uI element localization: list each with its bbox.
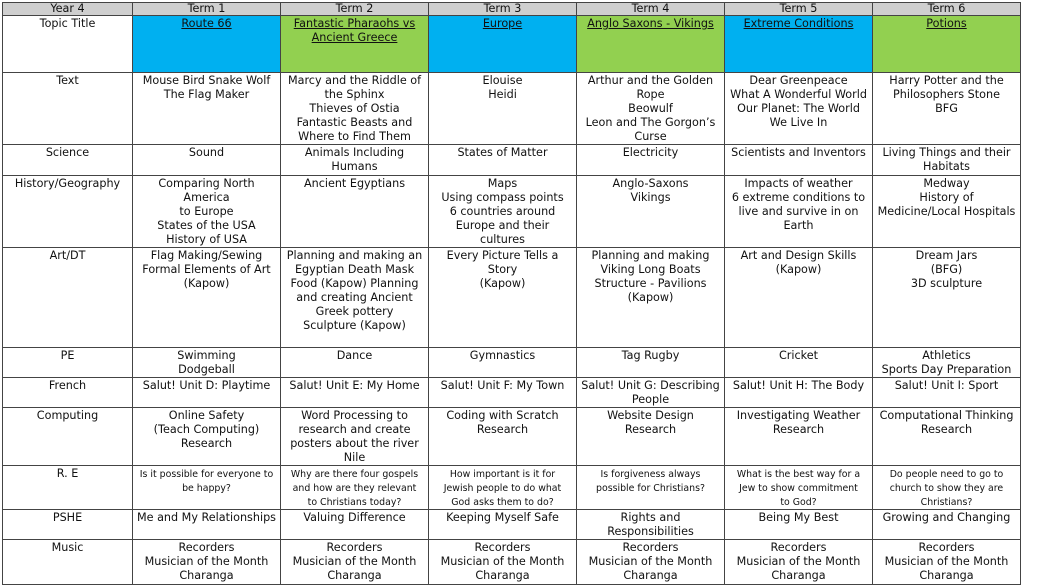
cell-text: Elouise: [482, 74, 523, 87]
cell-text: Salut! Unit I: Sport: [894, 379, 999, 392]
cell-text: Planning and making an: [286, 249, 423, 262]
cell-text: Athletics: [922, 349, 971, 362]
table-row-science: [3, 145, 1021, 176]
cell-text: Charanga: [179, 569, 234, 583]
table-row-r-e: [3, 466, 1021, 510]
table-cell: [577, 176, 725, 248]
table-cell: [873, 348, 1021, 378]
table-cell: [133, 408, 281, 466]
cell-text: Dear Greenpeace: [749, 74, 848, 87]
cell-text: church to show they are: [889, 482, 1004, 494]
table-cell: [725, 510, 873, 540]
cell-text: Research: [920, 423, 973, 436]
cell-text: (Kapow): [775, 263, 822, 276]
cell-text: What A Wonderful World: [730, 88, 867, 101]
cell-text: Musician of the Month: [292, 555, 417, 569]
cell-text: to God?: [780, 496, 817, 508]
table-cell: [873, 73, 1021, 145]
row-label: Science: [3, 145, 133, 176]
cell-text: Fantastic Beasts and: [296, 116, 413, 129]
table-cell: [133, 145, 281, 176]
table-cell: [429, 466, 577, 510]
table-cell: [577, 378, 725, 408]
cell-text: 3D sculpture: [910, 277, 983, 290]
cell-text: Charanga: [475, 569, 530, 583]
table-cell: [133, 348, 281, 378]
cell-text: Dodgeball: [178, 363, 235, 376]
table-cell: [873, 408, 1021, 466]
table-cell: [281, 510, 429, 540]
topic-title: Fantastic Pharaohs vs: [293, 17, 416, 30]
cell-text: Research: [772, 423, 825, 436]
table-cell: [429, 248, 577, 348]
table-cell: [577, 348, 725, 378]
cell-text: Charanga: [919, 569, 974, 583]
cell-text: Leon and The Gorgon’s: [585, 116, 716, 129]
table-cell: [133, 540, 281, 585]
cell-text: be happy?: [182, 482, 231, 494]
cell-text: Comparing North America: [158, 177, 255, 204]
cell-text: God asks them to do?: [451, 496, 554, 508]
cell-text: Medway: [923, 177, 970, 190]
table-cell: [429, 176, 577, 248]
cell-text: Salut! Unit H: The Body: [732, 379, 865, 392]
cell-text: Earth: [783, 219, 814, 232]
cell-text: Arthur and the Golden: [587, 74, 714, 87]
cell-text: Habitats: [923, 160, 970, 173]
cell-text: History of USA: [166, 233, 247, 246]
table-cell: [281, 540, 429, 585]
cell-text: Online Safety: [168, 409, 245, 422]
table-cell: [725, 348, 873, 378]
cell-text: Story: [487, 263, 518, 276]
table-cell: [577, 540, 725, 585]
row-label: Music: [3, 540, 133, 585]
table-cell: [133, 73, 281, 145]
row-label: R. E: [3, 466, 133, 510]
cell-text: Jew to show commitment: [739, 482, 858, 494]
cell-text: Rights and: [620, 511, 681, 525]
table-cell: [281, 466, 429, 510]
cell-text: Salut! Unit D: Playtime: [142, 379, 271, 392]
table-cell: [281, 348, 429, 378]
cell-text: Mouse Bird Snake Wolf: [142, 74, 271, 87]
cell-text: Every Picture Tells a: [446, 249, 559, 262]
cell-text: and creating Ancient: [296, 291, 413, 304]
cell-text: History of: [919, 191, 974, 204]
cell-text: posters about the river: [290, 437, 419, 450]
row-label: History/Geography: [3, 176, 133, 248]
cell-text: Philosophers Stone: [893, 88, 1000, 101]
cell-text: (Kapow): [183, 277, 230, 290]
cell-text: Jewish people to do what: [443, 482, 562, 494]
table-cell: [133, 176, 281, 248]
table-cell: [873, 378, 1021, 408]
term-header: Term 1: [133, 3, 281, 16]
curriculum-table: [2, 2, 1021, 585]
cell-text: Coding with Scratch: [446, 409, 559, 422]
header-row: [3, 3, 1021, 16]
cell-text: Being My Best: [758, 511, 839, 525]
cell-text: Animals Including: [304, 146, 405, 159]
topic-title: Europe: [482, 17, 523, 30]
cell-text: Recorders: [918, 541, 975, 555]
table-row-pshe: [3, 510, 1021, 540]
cell-text: Harry Potter and the: [889, 74, 1004, 87]
cell-text: possible for Christians?: [596, 482, 705, 494]
cell-text: Marcy and the Riddle of: [287, 74, 422, 87]
cell-text: (Teach Computing): [153, 423, 260, 436]
cell-text: Humans: [331, 160, 378, 173]
table-cell: [725, 248, 873, 348]
cell-text: Musician of the Month: [440, 555, 565, 569]
table-cell: [429, 145, 577, 176]
topic-cell: [577, 16, 725, 73]
cell-text: Living Things and their: [882, 146, 1011, 159]
cell-text: Anglo-Saxons: [612, 177, 689, 190]
cell-text: Planning and making: [591, 249, 710, 262]
cell-text: Thieves of Ostia: [309, 102, 400, 115]
table-row-computing: [3, 408, 1021, 466]
cell-text: Europe and their: [455, 219, 550, 232]
cell-text: Where to Find Them: [298, 130, 411, 143]
table-cell: [429, 540, 577, 585]
table-row-music: [3, 540, 1021, 585]
cell-text: Charanga: [623, 569, 678, 583]
row-label: PE: [3, 348, 133, 378]
table-cell: [133, 248, 281, 348]
cell-text: Nile: [343, 451, 366, 464]
table-cell: [281, 248, 429, 348]
cell-text: Why are there four gospels: [290, 469, 419, 480]
cell-text: Medicine/Local Hospitals: [877, 205, 1016, 218]
cell-text: Curse: [634, 130, 667, 143]
cell-text: Recorders: [622, 541, 679, 555]
table-cell: [281, 145, 429, 176]
cell-text: live and survive in on: [738, 205, 859, 218]
cell-text: Research: [476, 423, 529, 436]
table-cell: [429, 510, 577, 540]
cell-text: Is it possible for everyone to: [139, 469, 274, 480]
cell-text: to Christians today?: [307, 496, 402, 508]
cell-text: Electricity: [622, 146, 679, 159]
table-cell: [429, 408, 577, 466]
topic-title: Route 66: [181, 17, 232, 30]
cell-text: We Live In: [769, 116, 828, 129]
cell-text: Musician of the Month: [144, 555, 269, 569]
cell-text: Formal Elements of Art: [142, 263, 271, 276]
cell-text: Responsibilities: [607, 525, 694, 539]
topic-cell: [873, 16, 1021, 73]
table-cell: [873, 176, 1021, 248]
cell-text: (BFG): [930, 263, 963, 276]
cell-text: Musician of the Month: [588, 555, 713, 569]
table-cell: [725, 378, 873, 408]
row-label: Text: [3, 73, 133, 145]
cell-text: Research: [624, 423, 677, 436]
cell-text: Website Design: [607, 409, 694, 422]
cell-text: Salut! Unit F: My Town: [440, 379, 565, 392]
topic-cell: [133, 16, 281, 73]
table-cell: [873, 145, 1021, 176]
table-row-art-dt: [3, 248, 1021, 348]
year-header: Year 4: [3, 3, 133, 16]
table-cell: [429, 73, 577, 145]
cell-text: Sports Day Preparation: [881, 363, 1012, 376]
cell-text: 6 extreme conditions to: [731, 191, 866, 204]
table-row-history-geography: [3, 176, 1021, 248]
cell-text: People: [631, 393, 670, 406]
cell-text: Dance: [336, 349, 373, 362]
cell-text: Heidi: [488, 88, 517, 101]
table-cell: [873, 248, 1021, 348]
table-cell: [725, 73, 873, 145]
cell-text: Musician of the Month: [884, 555, 1009, 569]
cell-text: Charanga: [327, 569, 382, 583]
topic-cell: [281, 16, 429, 73]
topic-title: Ancient Greece: [311, 31, 398, 44]
table-cell: [429, 378, 577, 408]
cell-text: Recorders: [770, 541, 827, 555]
cell-text: Charanga: [771, 569, 826, 583]
topic-title: Potions: [926, 17, 967, 30]
cell-text: Art and Design Skills: [740, 249, 857, 262]
cell-text: Investigating Weather: [736, 409, 861, 422]
cell-text: (Kapow): [627, 291, 674, 304]
table-cell: [577, 145, 725, 176]
cell-text: and how are they relevant: [292, 482, 417, 494]
cell-text: Ancient Egyptians: [303, 177, 406, 190]
table-row-french: [3, 378, 1021, 408]
cell-text: Gymnastics: [469, 349, 536, 362]
cell-text: Valuing Difference: [303, 511, 406, 525]
cell-text: Word Processing to: [301, 409, 408, 422]
cell-text: Egyptian Death Mask: [294, 263, 415, 276]
cell-text: The Flag Maker: [163, 88, 250, 101]
cell-text: Tag Rugby: [621, 349, 680, 362]
term-header: Term 4: [577, 3, 725, 16]
cell-text: Research: [180, 437, 233, 450]
table-row-pe: [3, 348, 1021, 378]
cell-text: Scientists and Inventors: [731, 146, 866, 159]
cell-text: Musician of the Month: [736, 555, 861, 569]
cell-text: Structure - Pavilions: [594, 277, 707, 290]
cell-text: research and create: [298, 423, 411, 436]
cell-text: Greek pottery: [315, 305, 394, 318]
cell-text: Christians?: [920, 496, 973, 508]
cell-text: Impacts of weather: [744, 177, 853, 190]
cell-text: Using compass points: [441, 191, 564, 204]
cell-text: Rope: [636, 88, 665, 101]
table-cell: [873, 510, 1021, 540]
cell-text: Do people need to go to: [889, 469, 1004, 480]
cell-text: Is forgiveness always: [600, 469, 701, 480]
table-cell: [133, 466, 281, 510]
cell-text: Me and My Relationships: [136, 511, 277, 525]
topic-title: Extreme Conditions: [743, 17, 854, 30]
cell-text: Recorders: [326, 541, 383, 555]
table-cell: [577, 510, 725, 540]
cell-text: Sculpture (Kapow): [303, 319, 406, 332]
cell-text: to Europe: [179, 205, 234, 218]
term-header: Term 5: [725, 3, 873, 16]
cell-text: cultures: [480, 233, 525, 246]
table-row-text: [3, 73, 1021, 145]
cell-text: Maps: [487, 177, 518, 190]
cell-text: Dream Jars: [915, 249, 978, 262]
table-cell: [281, 378, 429, 408]
table-cell: [725, 176, 873, 248]
cell-text: States of Matter: [457, 146, 548, 159]
term-header: Term 6: [873, 3, 1021, 16]
topic-row: [3, 16, 1021, 73]
cell-text: BFG: [935, 102, 958, 115]
table-cell: [873, 466, 1021, 510]
cell-text: States of the USA: [157, 219, 256, 232]
row-label: Computing: [3, 408, 133, 466]
table-cell: [725, 408, 873, 466]
cell-text: Keeping Myself Safe: [446, 511, 559, 525]
table-cell: [577, 408, 725, 466]
topic-cell: [429, 16, 577, 73]
cell-text: Computational Thinking: [879, 409, 1014, 422]
row-label: French: [3, 378, 133, 408]
cell-text: Flag Making/Sewing: [150, 249, 263, 262]
cell-text: Beowulf: [628, 102, 673, 115]
topic-cell: [725, 16, 873, 73]
table-cell: [133, 378, 281, 408]
cell-text: Viking Long Boats: [600, 263, 701, 276]
table-cell: [281, 73, 429, 145]
cell-text: Growing and Changing: [882, 511, 1011, 525]
cell-text: Recorders: [474, 541, 531, 555]
table-cell: [281, 408, 429, 466]
topic-title: Anglo Saxons - Vikings: [587, 17, 714, 30]
cell-text: 6 countries around: [449, 205, 556, 218]
cell-text: What is the best way for a: [736, 469, 861, 480]
row-label: Art/DT: [3, 248, 133, 348]
cell-text: (Kapow): [479, 277, 526, 290]
term-header: Term 2: [281, 3, 429, 16]
table-cell: [577, 73, 725, 145]
table-cell: [725, 145, 873, 176]
cell-text: How important is it for: [449, 469, 556, 480]
row-label: PSHE: [3, 510, 133, 540]
table-cell: [429, 348, 577, 378]
cell-text: Recorders: [178, 541, 235, 555]
cell-text: Cricket: [778, 349, 819, 362]
cell-text: Vikings: [630, 191, 671, 204]
row-label-topic-title: Topic Title: [3, 16, 133, 73]
cell-text: the Sphinx: [324, 88, 385, 101]
table-cell: [281, 176, 429, 248]
cell-text: Salut! Unit G: Describing: [581, 379, 720, 392]
cell-text: Sound: [188, 146, 225, 159]
table-cell: [725, 466, 873, 510]
table-cell: [577, 466, 725, 510]
cell-text: Food (Kapow) Planning: [290, 277, 419, 290]
table-cell: [577, 248, 725, 348]
term-header: Term 3: [429, 3, 577, 16]
cell-text: Our Planet: The World: [737, 102, 860, 115]
cell-text: Swimming: [177, 349, 236, 362]
table-cell: [133, 510, 281, 540]
table-cell: [873, 540, 1021, 585]
table-cell: [725, 540, 873, 585]
cell-text: Salut! Unit E: My Home: [289, 379, 420, 392]
